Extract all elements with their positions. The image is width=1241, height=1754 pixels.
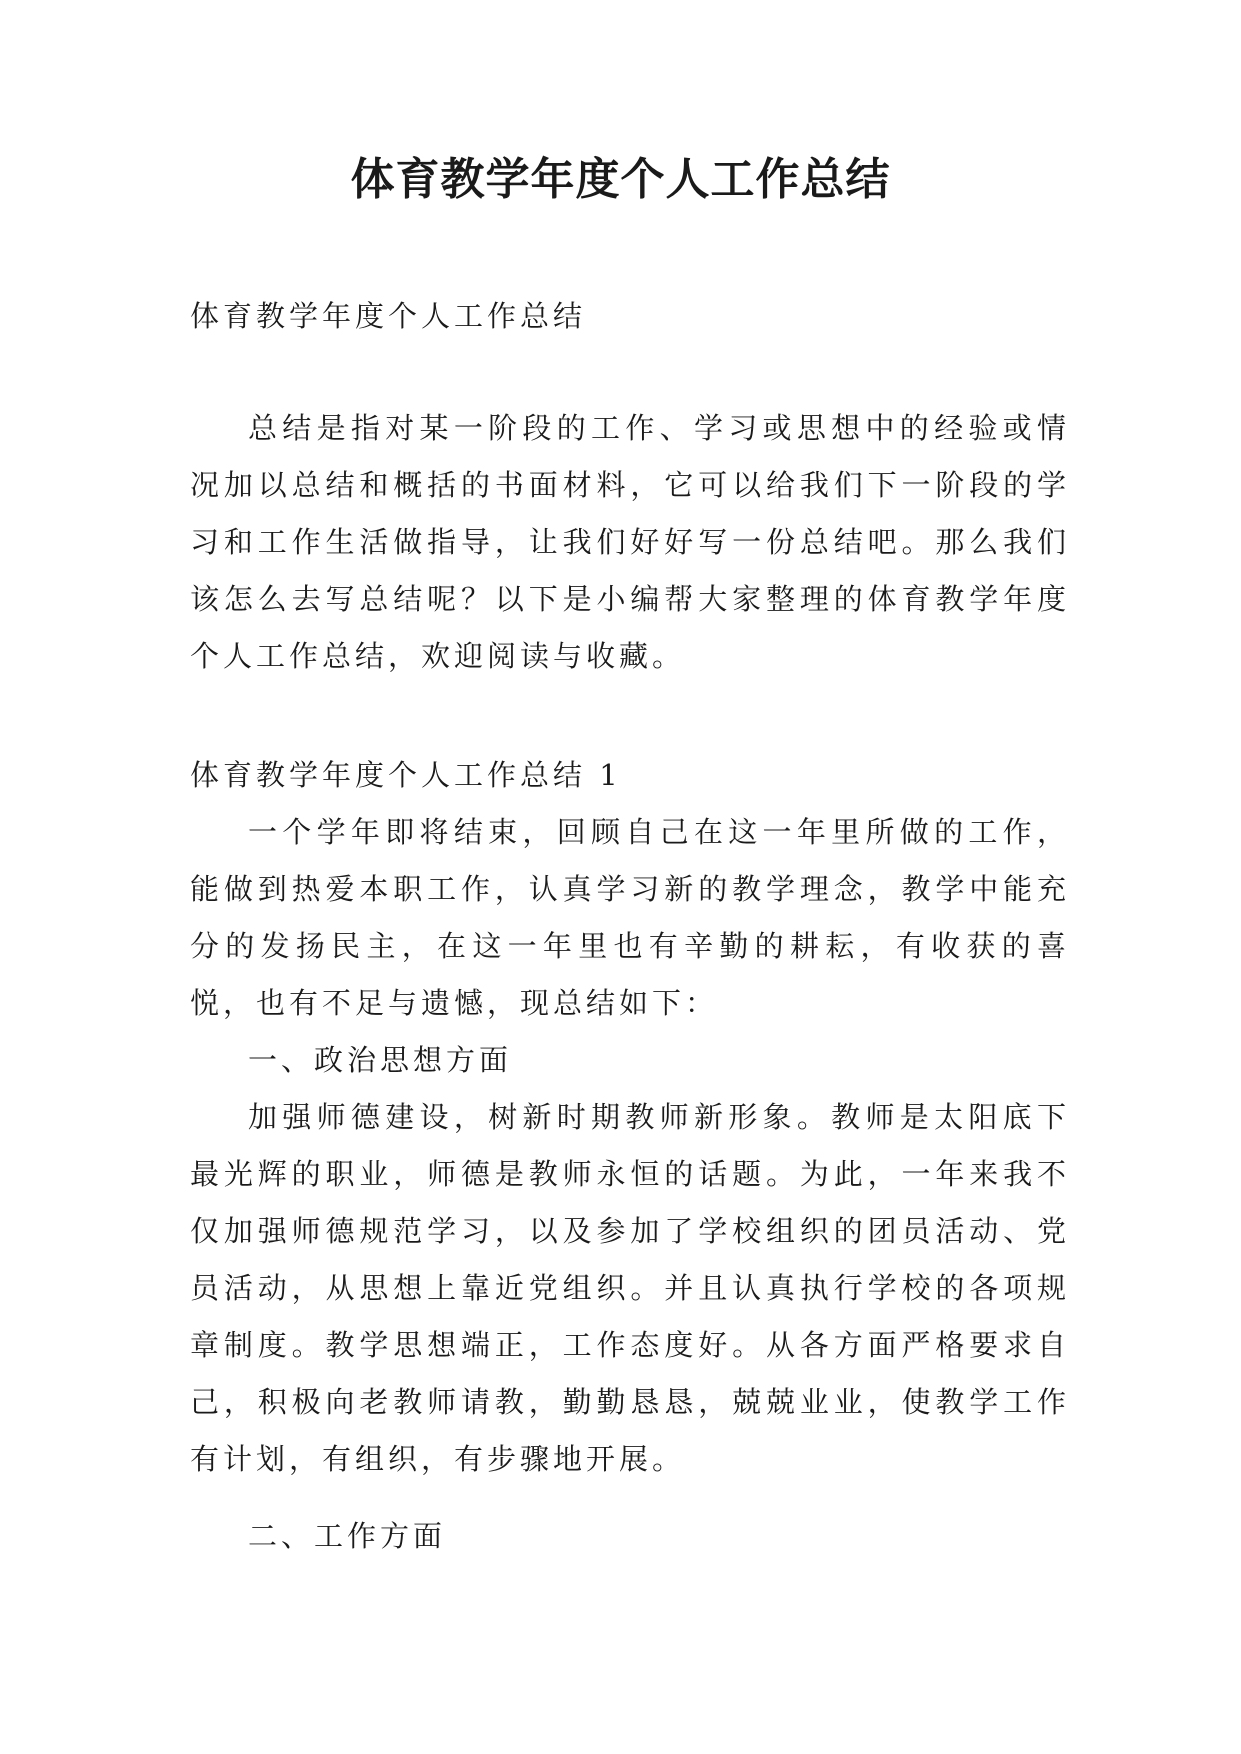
section-1-opening-paragraph: 一个学年即将结束，回顾自己在这一年里所做的工作，能做到热爱本职工作，认真学习新的教学理念，教学中能充分的发扬民主，在这一年里也有辛勤的耕耘，有收获的喜悦，也有不足与遗憾，现总结如下：: [190, 815, 1070, 1020]
document-title: 体育教学年度个人工作总结: [350, 154, 891, 205]
intro-block: [190, 400, 1070, 685]
section-1-title: 体育教学年度个人工作总结 1: [190, 758, 622, 792]
section-1-body: [190, 804, 1070, 1565]
document-subtitle: 体育教学年度个人工作总结: [190, 299, 587, 333]
heading-politics: 一、政治思想方面: [248, 1043, 513, 1077]
intro-paragraph: 总结是指对某一阶段的工作、学习或思想中的经验或情况加以总结和概括的书面材料，它可以给我们下一阶段的学习和工作生活做指导，让我们好好写一份总结吧。那么我们该怎么去写总结呢？以下是小编帮大家整理的体育教学年度个人工作总结，欢迎阅读与收藏。: [190, 411, 1070, 673]
heading-work: 二、工作方面: [248, 1519, 447, 1553]
politics-paragraph: 加强师德建设，树新时期教师新形象。教师是太阳底下最光辉的职业，师德是教师永恒的话题。为此，一年来我不仅加强师德规范学习，以及参加了学校组织的团员活动、党员活动，从思想上靠近党组织。并且认真执行学校的各项规章制度。教学思想端正，工作态度好。从各方面严格要求自己，积极向老教师请教，勤勤恳恳，兢兢业业，使教学工作有计划，有组织，有步骤地开展。: [190, 1100, 1070, 1476]
